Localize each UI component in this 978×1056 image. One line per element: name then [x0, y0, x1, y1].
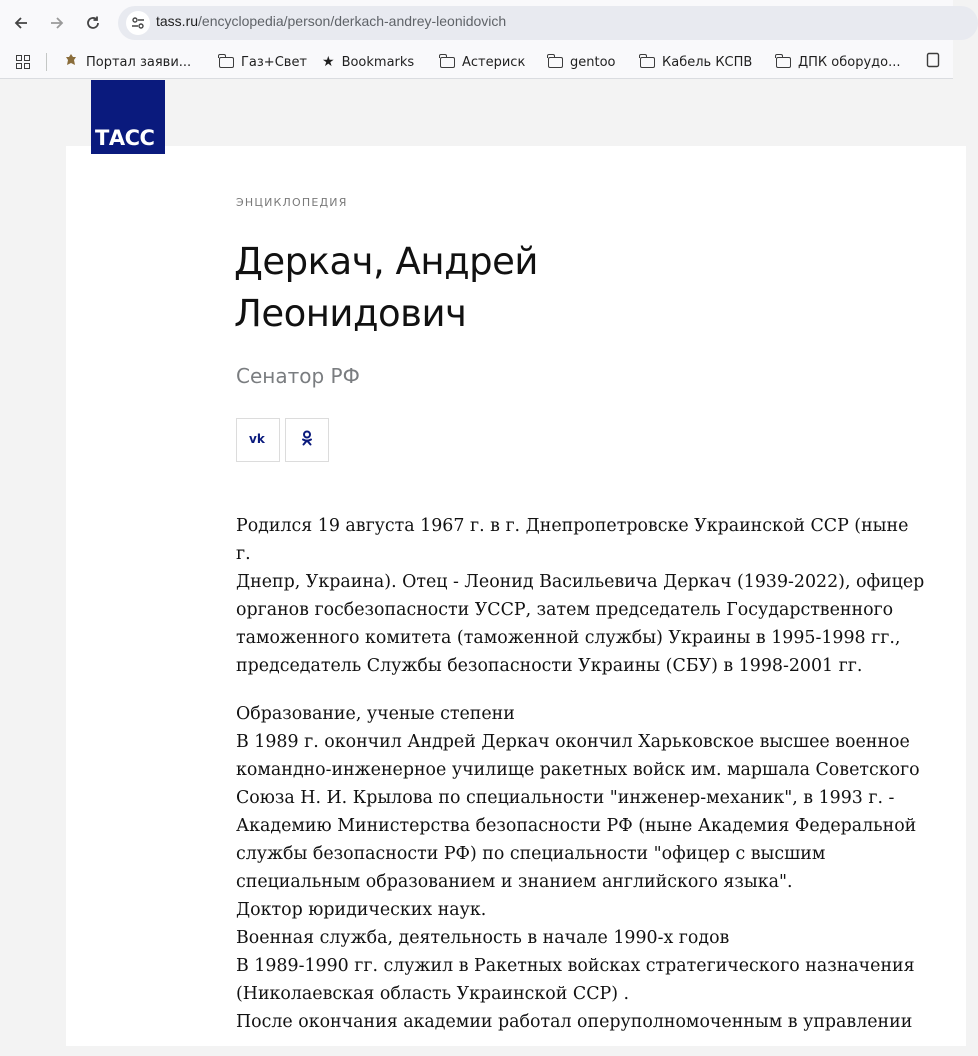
text-line: В 1989-1990 гг. служил в Ракетных войсках стратегического назначения	[236, 956, 915, 976]
tass-logo[interactable]	[91, 80, 165, 154]
bookmark-bookmarks[interactable]	[322, 51, 414, 73]
text-line: Военная служба, деятельность в начале 1990-х годов	[236, 928, 730, 948]
folder-icon	[440, 57, 455, 68]
bookmark-label: Портал заяви...	[86, 54, 192, 70]
forward-arrow-icon[interactable]	[44, 10, 70, 36]
svg-text:vk: vk	[249, 432, 265, 446]
ok-icon	[301, 430, 313, 450]
article-paragraph	[236, 512, 926, 680]
folder-icon	[640, 57, 655, 68]
text-line: После окончания академии работал оперуполномоченным в управлении	[236, 1012, 913, 1032]
reload-icon[interactable]	[80, 10, 106, 36]
title-line: Леонидович	[234, 292, 467, 335]
section-label[interactable]: ЭНЦИКЛОПЕДИЯ	[236, 196, 348, 209]
url-path: /encyclopedia/person/derkach-andrey-leonidovich	[198, 13, 507, 29]
bookmark-label: gentoo	[570, 54, 616, 70]
bookmark-label: ДПК оборудо...	[798, 54, 901, 70]
text-line: Академию Министерства безопасности РФ (ныне Академия Федеральной	[236, 816, 917, 836]
text-line: председатель Службы безопасности Украины (СБУ) в 1998-2001 гг.	[236, 656, 863, 676]
address-bar[interactable]	[118, 6, 978, 40]
bookmark-label: Кабель КСПВ	[662, 54, 753, 70]
bookmarks-separator	[46, 53, 47, 71]
bookmark-portal[interactable]	[63, 51, 191, 73]
person-position: Сенатор РФ	[236, 364, 360, 388]
text-line: Доктор юридических наук.	[236, 900, 487, 920]
text-line: Родился 19 августа 1967 г. в г. Днепропетровске Украинской ССР (ныне г.	[236, 516, 909, 564]
back-arrow-icon[interactable]	[8, 10, 34, 36]
bookmark-dpk[interactable]	[776, 51, 901, 73]
text-line: В 1989 г. окончил Андрей Деркач окончил Харьковское высшее военное	[236, 732, 910, 752]
bookmark-label: Bookmarks	[341, 54, 415, 70]
emblem-icon	[63, 52, 79, 72]
star-icon: ★	[322, 54, 335, 70]
bookmarks-bar	[0, 45, 953, 79]
page-title	[234, 236, 654, 340]
folder-icon	[776, 57, 791, 68]
share-vk-button[interactable]	[236, 418, 280, 462]
url-text[interactable]	[156, 13, 506, 29]
folder-icon	[219, 57, 234, 68]
text-line: таможенного комитета (таможенной службы) Украины в 1995-1998 гг.,	[236, 628, 901, 648]
text-line: Днепр, Украина). Отец - Леонид Васильевича Деркач (1939-2022), офицер	[236, 572, 925, 592]
bookmark-gentoo[interactable]	[548, 51, 616, 73]
vk-icon	[249, 432, 267, 448]
folder-icon	[548, 57, 563, 68]
article-paragraph	[236, 700, 926, 1036]
bookmark-label: Астериск	[462, 54, 526, 70]
text-line: Союза Н. И. Крылова по специальности "инженер-механик", в 1993 г. -	[236, 788, 895, 808]
bookmark-overflow[interactable]	[926, 51, 947, 73]
browser-toolbar	[0, 0, 953, 45]
text-line: (Николаевская область Украинской ССР) .	[236, 984, 630, 1004]
title-line: Деркач, Андрей	[234, 240, 538, 283]
bookmark-cable[interactable]	[640, 51, 752, 73]
text-line: органов госбезопасности УССР, затем председатель Государственного	[236, 600, 894, 620]
url-host: tass.ru	[156, 13, 199, 29]
page	[0, 80, 953, 1032]
share-ok-button[interactable]	[285, 418, 329, 462]
site-settings-icon[interactable]	[126, 11, 150, 35]
bookmark-label: Газ+Свет	[241, 54, 308, 70]
article-body	[236, 512, 926, 1056]
text-line: службы безопасности РФ) по специальности "офицер с высшим	[236, 844, 826, 864]
text-line: Образование, ученые степени	[236, 704, 515, 724]
text-line: специальным образованием и знанием английского языка".	[236, 872, 793, 892]
bookmark-gaz-svet[interactable]	[219, 51, 307, 73]
page-icon	[926, 52, 940, 72]
text-line: командно-инженерное училище ракетных войск им. маршала Советского	[236, 760, 920, 780]
apps-grid-icon[interactable]	[16, 51, 30, 73]
bookmark-asterisk[interactable]	[440, 51, 525, 73]
logo-text: ТАСС	[95, 126, 155, 150]
